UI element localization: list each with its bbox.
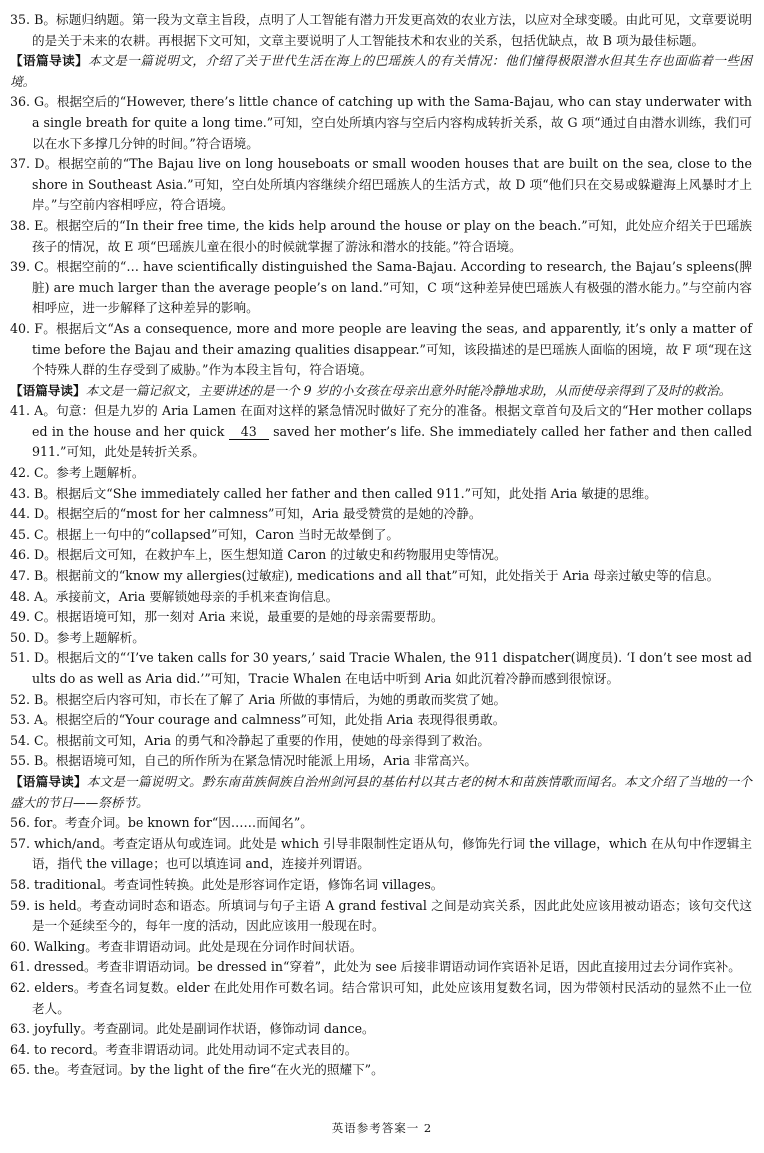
answer-entry: 48. A。承接前文，Aria 要解锁她母亲的手机来查询信息。: [10, 588, 339, 604]
guide-tag: 【语篇导读】: [10, 382, 86, 398]
answer-entry: 45. C。根据上一句中的“collapsed”可知，Caron 当时无故晕倒了。: [10, 526, 399, 542]
guide-tag: 【语篇导读】: [10, 53, 89, 69]
blank-number: 43: [229, 425, 269, 440]
answer-entry: 37. D。根据空前的“The Bajau live on long houseboats or small wooden houses that are built on the sea, close to the shore in Southeast Asia.”可知，空白处所填内容继续介绍巴瑶族人的生活方式，故 D 项“他们只在交易或躲避海上风暴时才上岸。”与空前内容相呼应，符合语境。: [10, 156, 752, 213]
answer-entry: 49. C。根据语境可知，那一刻对 Aria 来说，最重要的是她的母亲需要帮助。: [10, 609, 444, 625]
answer-entry: 38. E。根据空后的“In their free time, the kids help around the house or play on the beach.”可知，此处应介绍关于巴瑶族孩子的情况，故 E 项“巴瑶族儿童在很小的时候就掌握了游泳和潜水的技能。”符合语境。: [10, 217, 752, 254]
answer-entry: 58. traditional。考查词性转换。此处是形容词作定语，修饰名词 villages。: [10, 876, 444, 892]
passage-guide: [10, 772, 752, 813]
answer-entry: 64. to record。考查非谓语动词。此处用动词不定式表目的。: [10, 1041, 358, 1057]
answer-entry: 42. C。参考上题解析。: [10, 465, 145, 481]
answer-text: 41. A。句意：但是九岁的 Aria Lamen 在面对这样的紧急情况时做好了充分的准备。根据文章首句及后文的“Her mother collapsed in the house and her quick: [10, 403, 752, 439]
answer-entry: 47. B。根据前文的“know my allergies(过敏症), medications and all that”可知，此处指关于 Aria 母亲过敏史等的信息。: [10, 568, 720, 584]
answer-entry: 56. for。考查介词。be known for“因……而闻名”。: [10, 815, 313, 831]
answer-entry: 59. is held。考查动词时态和语态。所填词与句子主语 A grand festival 之间是动宾关系，因此此处应该用被动语态；该句交代这是一个延续至今的，每年一度的活动，因此应该用一般现在时。: [10, 897, 752, 934]
answer-entry: 52. B。根据空后内容可知，市长在了解了 Aria 所做的事情后，为她的勇敢而奖赏了她。: [10, 691, 507, 707]
answer-entry: 57. which/and。考查定语从句或连词。此处是 which 引导非限制性定语从句，修饰先行词 the village，which 在从句中作逻辑主语，指代 the village；也可以填连词 and，连接并列谓语。: [10, 835, 752, 872]
answer-entry: 62. elders。考查名词复数。elder 在此处用作可数名词。结合常识可知，此处应该用复数名词，因为带领村民活动的显然不止一位老人。: [10, 979, 752, 1016]
answer-entry: 55. B。根据语境可知，自己的所作所为在紧急情况时能派上用场，Aria 非常高兴。: [10, 753, 477, 769]
answer-entry: 53. A。根据空后的“Your courage and calmness”可知，此处指 Aria 表现得很勇敢。: [10, 712, 506, 728]
answer-entry: 61. dressed。考查非谓语动词。be dressed in“穿着”，此处为 see 后接非谓语动词作宾语补足语，因此直接用过去分词作宾补。: [10, 959, 741, 975]
answer-entry: 54. C。根据前文可知，Aria 的勇气和冷静起了重要的作用，使她的母亲得到了救治。: [10, 732, 490, 748]
answer-entry: 65. the。考查冠词。by the light of the fire“在火光的照耀下”。: [10, 1062, 384, 1078]
answer-entry: 35. B。标题归纳题。第一段为文章主旨段，点明了人工智能有潜力开发更高效的农业方法，以应对全球变暖。由此可见，文章要说明的是关于未来的农耕。再根据下文可知，文章主要说明了人工智能技术和农业的关系，包括优缺点，故 B 项为最佳标题。: [10, 12, 752, 48]
answer-entry: [10, 401, 752, 463]
answer-entry: 60. Walking。考查非谓语动词。此处是现在分词作时间状语。: [10, 938, 363, 954]
answer-entry: 39. C。根据空前的“… have scientifically distinguished the Sama-Bajau. According to research, the Bajau’s spleens(脾脏) are much larger than the average people’s on land.”可知，C 项“这种差异使巴瑶族人有极强的潜水能力。”与空前内容相呼应，进一步解释了这种差异的影响。: [10, 259, 752, 316]
passage-guide: [10, 381, 752, 402]
answer-entry: 50. D。参考上题解析。: [10, 629, 145, 645]
guide-text: 本文是一篇说明文，介绍了关于世代生活在海上的巴瑶族人的有关情况：他们憧得极限潜水但其生存也面临着一些困境。: [10, 53, 753, 89]
passage-guide: [10, 51, 752, 92]
answer-entry: 43. B。根据后文“She immediately called her father and then called 911.”可知，此处指 Aria 敏捷的思维。: [10, 485, 657, 501]
answer-entry: 36. G。根据空后的“However, there’s little chance of catching up with the Sama-Bajau, who can stay underwater with a single breath for quite a long time.”可知，空白处所填内容与空后内容构成转折关系，故 G 项“通过自由潜水训练，我们可以在水下多撑几分钟的时间。”符合语境。: [10, 94, 752, 151]
answer-entry: 44. D。根据空后的“most for her calmness”可知，Aria 最受赞赏的是她的冷静。: [10, 506, 482, 522]
answer-entry: 51. D。根据后文的“‘I’ve taken calls for 30 years,’ said Tracie Whalen, the 911 dispatcher(调度员). ‘I don’t see most adults do as well as Aria did.’”可知，Tracie Whalen 在电话中听到 Aria 如此沉着冷静而感到很惊讶。: [10, 650, 752, 686]
guide-tag: 【语篇导读】: [10, 773, 87, 789]
page-footer: 英语参考答案一 2: [331, 1121, 433, 1135]
guide-text: 本文是一篇说明文。黔东南苗族侗族自治州剑河县的基佑村以其古老的树木和苗族情歌而闻名。本文介绍了当地的一个盛大的节日——祭桥节。: [10, 773, 753, 810]
answer-entry: 40. F。根据后文“As a consequence, more and more people are leaving the seas, and apparently, it’s only a matter of time before the Bajau and their amazing qualities disappear.”可知，该段描述的是巴瑶族人面临的困境，故 F 项“现在这个特殊人群的生存受到了威胁。”作为本段主旨句，符合语境。: [10, 320, 752, 378]
guide-text: 本文是一篇记叙文，主要讲述的是一个 9 岁的小女孩在母亲出意外时能冷静地求助，从而使母亲得到了及时的救治。: [85, 382, 732, 398]
answer-entry: 46. D。根据后文可知，在救护车上，医生想知道 Caron 的过敏史和药物服用史等情况。: [10, 547, 507, 563]
answer-text: saved her mother’s life. She immediately called her father and then called 911.”可知，此处是转折关系。: [32, 423, 752, 460]
answer-entry: 63. joyfully。考查副词。此处是副词作状语，修饰动词 dance。: [10, 1021, 375, 1037]
